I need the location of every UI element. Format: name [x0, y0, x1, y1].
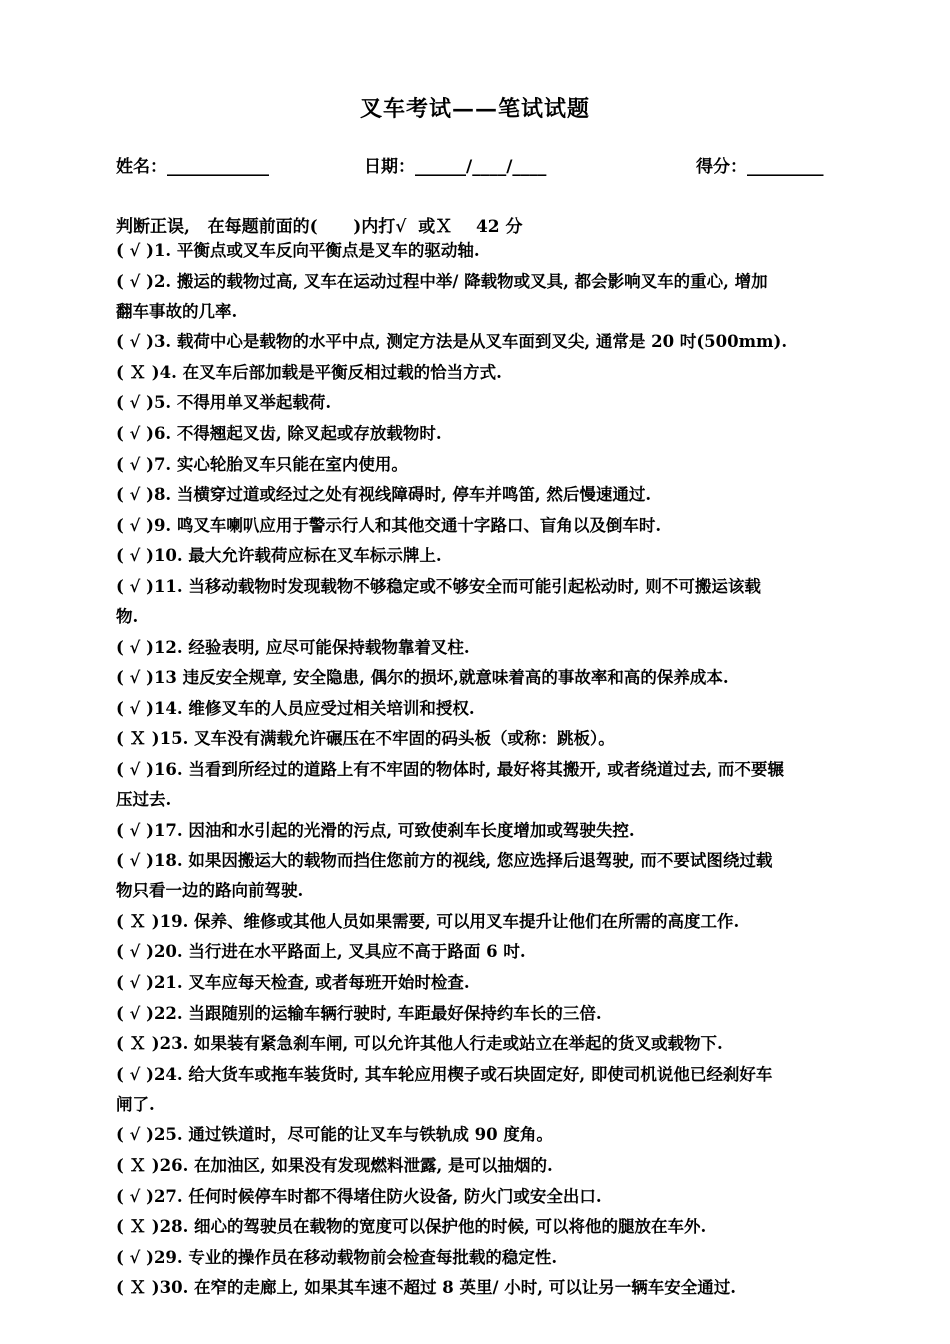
question-line: ( √ )9. 鸣叉车喇叭应用于警示行人和其他交通十字路口、盲角以及倒车时. [116, 515, 662, 535]
question-item [116, 968, 892, 998]
question-line: ( √ )3. 载荷中心是载物的水平中点, 测定方法是从叉车面到叉尖, 通常是 20 吋(500mm). [116, 332, 788, 352]
question-item [116, 907, 892, 937]
question-line: 闸了. [116, 1094, 155, 1114]
question-line: ( √ )22. 当跟随别的运输车辆行驶时, 车距最好保持约车长的三倍. [116, 1003, 602, 1023]
question-line: ( Ｘ )19. 保养、维修或其他人员如果需要, 可以用叉车提升让他们在所需的高度工作. [116, 911, 740, 931]
instruction: 判断正误, 在每题前面的( )内打√ 或Ｘ 42 分 [116, 217, 523, 237]
question-item [116, 450, 892, 480]
question-item [116, 1151, 892, 1181]
question-item [116, 999, 892, 1029]
question-line: ( √ )25. 通过铁道时，尽可能的让叉车与铁轨成 90 度角。 [116, 1125, 553, 1145]
question-item [116, 816, 892, 846]
question-item [116, 1029, 892, 1059]
question-line: ( Ｘ )23. 如果装有紧急刹车闸, 可以允许其他人行走或站立在举起的货叉或载物下. [116, 1034, 723, 1054]
header-info [116, 152, 896, 178]
question-item [116, 1120, 892, 1150]
question-line: ( √ )5. 不得用单叉举起载荷. [116, 393, 332, 413]
question-line: ( Ｘ )15. 叉车没有满载允许碾压在不牢固的码头板（或称：跳板）。 [116, 729, 615, 749]
question-item [116, 358, 892, 388]
question-line: ( √ )8. 当横穿过道或经过之处有视线障碍时, 停车并鸣笛, 然后慢速通过. [116, 485, 652, 505]
score-field: 得分：_________ [696, 157, 824, 177]
question-item [116, 327, 892, 357]
question-line: ( √ )6. 不得翘起叉齿, 除叉起或存放载物时. [116, 424, 442, 443]
name-field: 姓名：____________ [116, 157, 269, 177]
question-line: ( √ )17. 因油和水引起的光滑的污点, 可致使刹车长度增加或驾驶失控. [116, 820, 635, 840]
question-item [116, 633, 892, 663]
date-field: 日期：______/____/____ [364, 157, 547, 177]
question-item [116, 937, 892, 967]
question-item [116, 480, 892, 510]
question-line: ( Ｘ )26. 在加油区, 如果没有发现燃料泄露, 是可以抽烟的. [116, 1156, 553, 1175]
question-item [116, 511, 892, 541]
question-item [116, 755, 892, 815]
question-item [116, 419, 892, 449]
question-line: ( √ )12. 经验表明, 应尽可能保持载物靠着叉柱. [116, 637, 470, 657]
question-item [116, 1182, 892, 1212]
question-item [116, 267, 892, 327]
question-line: ( √ )1. 平衡点或叉车反向平衡点是叉车的驱动轴. [116, 241, 480, 260]
question-line: ( √ )18. 如果因搬运大的载物而挡住您前方的视线, 您应选择后退驾驶, 而不要试图绕过载 [116, 851, 773, 871]
question-line: 翻车事故的几率. [116, 301, 238, 321]
question-line: ( Ｘ )4. 在叉车后部加载是平衡反相过载的恰当方式. [116, 362, 502, 382]
question-item [116, 724, 892, 754]
question-line: 物. [116, 607, 139, 626]
question-item [116, 1243, 892, 1273]
question-line: 物只看一边的路向前驾驶. [116, 881, 304, 901]
question-item [116, 541, 892, 571]
question-item [116, 846, 892, 906]
question-line: ( √ )27. 任何时候停车时都不得堵住防火设备, 防火门或安全出口. [116, 1186, 602, 1206]
question-line: ( √ )29. 专业的操作员在移动载物前会检查每批载的稳定性. [116, 1247, 558, 1267]
page-title: 叉车考试——笔试试题 [359, 96, 590, 122]
question-line: ( √ )7. 实心轮胎叉车只能在室内使用。 [116, 454, 408, 474]
question-item [116, 572, 892, 632]
question-line: ( Ｘ )28. 细心的驾驶员在载物的宽度可以保护他的时候, 可以将他的腿放在车外. [116, 1217, 707, 1237]
question-line: ( √ )2. 搬运的载物过高, 叉车在运动过程中举/ 降载物或叉具, 都会影响叉车的重心, 增加 [116, 271, 768, 291]
question-line: ( √ )20. 当行进在水平路面上, 叉具应不高于路面 6 吋. [116, 942, 526, 962]
question-line: 压过去. [116, 790, 172, 809]
question-line: ( √ )13 违反安全规章, 安全隐患, 偶尔的损坏,就意味着高的事故率和高的保养成本. [116, 668, 729, 688]
question-line: ( √ )10. 最大允许载荷应标在叉车标示牌上. [116, 546, 442, 566]
question-line: ( √ )16. 当看到所经过的道路上有不牢固的物体时, 最好将其搬开, 或者绕道过去, 而不要辗 [116, 760, 784, 779]
question-item [116, 236, 892, 266]
question-item [116, 1060, 892, 1120]
question-item [116, 388, 892, 418]
question-line: ( Ｘ )30. 在窄的走廊上, 如果其车速不超过 8 英里/ 小时, 可以让另一辆车安全通过. [116, 1278, 737, 1298]
question-line: ( √ )24. 给大货车或拖车装货时, 其车轮应用楔子或石块固定好, 即使司机说他已经刹好车 [116, 1064, 773, 1084]
question-line: ( √ )21. 叉车应每天检查, 或者每班开始时检查. [116, 973, 470, 992]
question-line: ( √ )11. 当移动载物时发现载物不够稳定或不够安全而可能引起松动时, 则不可搬运该载 [116, 577, 761, 596]
question-line: ( √ )14. 维修叉车的人员应受过相关培训和授权. [116, 698, 475, 718]
question-item [116, 1273, 892, 1303]
question-item [116, 1212, 892, 1242]
question-item [116, 694, 892, 724]
question-item [116, 663, 892, 693]
